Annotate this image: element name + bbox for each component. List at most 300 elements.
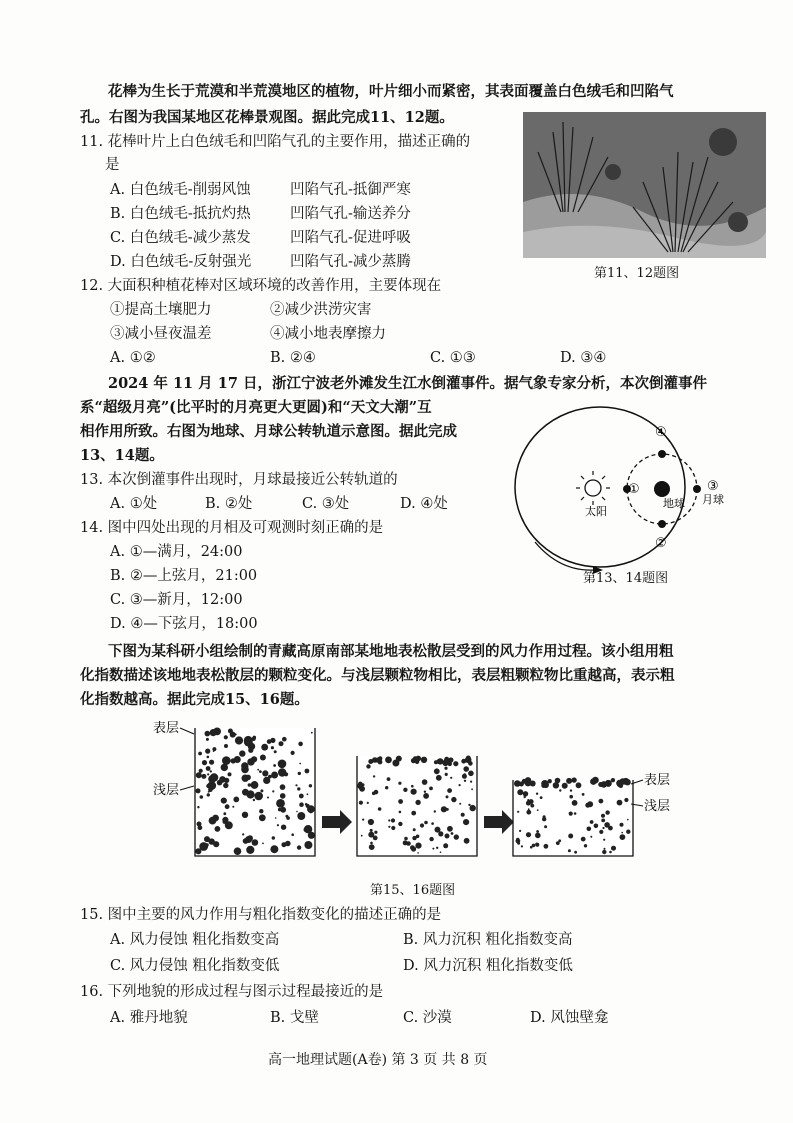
q11-option-a-b: 凹陷气孔-抵御严寒 — [290, 182, 411, 198]
soil-particle — [378, 807, 382, 811]
soil-particle — [215, 826, 221, 832]
pos-4-label: ④ — [655, 425, 667, 440]
soil-particle — [304, 841, 312, 849]
soil-particle — [222, 756, 231, 765]
soil-particle — [374, 831, 377, 834]
soil-particle — [234, 847, 242, 855]
q12-option-a: A. ①② — [110, 350, 156, 366]
q12-option-b: B. ②④ — [270, 350, 316, 366]
soil-particle — [559, 789, 561, 791]
soil-particle — [248, 783, 252, 787]
soil-particle — [202, 760, 207, 765]
soil-particle — [594, 824, 599, 829]
soil-particle — [385, 786, 388, 789]
soil-particle — [291, 751, 295, 755]
intro3-line3: 化指数越高。据此完成15、16题。 — [80, 691, 309, 708]
soil-particle — [298, 742, 303, 747]
soil-particle — [471, 788, 473, 790]
soil-particle — [231, 758, 236, 763]
soil-particle — [225, 804, 230, 809]
soil-particle — [248, 748, 253, 753]
q12-option-d: D. ③④ — [560, 350, 607, 366]
soil-particle — [411, 785, 414, 788]
soil-particle — [406, 841, 411, 846]
soil-particle — [424, 791, 426, 793]
soil-particle — [574, 812, 577, 815]
soil-particle — [205, 749, 210, 754]
soil-particle — [275, 817, 277, 819]
soil-particle — [568, 849, 571, 852]
q14-option-d: D. ④—下弦月，18:00 — [110, 616, 258, 632]
soil-particle — [223, 783, 228, 788]
soil-particle — [198, 752, 202, 756]
soil-particle — [605, 780, 612, 787]
q11-option-b-b: 凹陷气孔-输送养分 — [290, 206, 411, 222]
soil-particle — [281, 842, 286, 847]
soil-particle — [374, 790, 379, 795]
soil-particle — [378, 756, 382, 760]
q13-option-b: B. ②处 — [205, 496, 253, 512]
soil-particle — [199, 769, 203, 773]
q12-item-3: ③减小昼夜温差 — [110, 326, 212, 342]
q11-option-a: A. 白色绒毛-削弱风蚀 — [110, 182, 251, 198]
soil-particle — [526, 832, 531, 837]
soil-particle — [464, 780, 466, 782]
soil-particle — [424, 821, 428, 825]
soil-particle — [445, 834, 450, 839]
soil-particle — [243, 838, 249, 844]
soil-particle — [299, 802, 304, 807]
sun-label: 太阳 — [585, 505, 607, 518]
soil-particle — [535, 843, 539, 847]
q15-option-b: B. 风力沉积 粗化指数变高 — [403, 932, 573, 948]
soil-particle — [207, 773, 209, 775]
soil-particle — [298, 772, 301, 775]
soil-particle — [299, 763, 301, 765]
q12-stem: 12. 大面积种植花棒对区域环境的改善作用，主要体现在 — [80, 278, 442, 294]
soil-particle — [526, 810, 531, 815]
soil-box-final — [513, 777, 633, 856]
soil-particle — [271, 772, 278, 779]
soil-particle — [448, 762, 452, 766]
pos-2-label: ② — [655, 536, 667, 551]
soil-particle — [398, 822, 402, 826]
soil-particle — [297, 845, 301, 849]
soil-particle — [235, 733, 237, 735]
moon-pos-4-marker — [658, 450, 666, 458]
soil-particle — [514, 780, 521, 787]
soil-particle — [411, 811, 416, 816]
soil-particle — [544, 825, 547, 828]
soil-particle — [222, 766, 226, 770]
soil-particle — [291, 833, 294, 836]
q12-item-4: ④减小地表摩擦力 — [270, 326, 386, 342]
soil-particle — [207, 793, 210, 796]
soil-particle — [404, 837, 408, 841]
soil-particle — [254, 792, 263, 801]
soil-particle — [599, 830, 603, 834]
soil-particle — [209, 760, 214, 765]
soil-particle — [599, 799, 604, 804]
soil-particle — [387, 777, 391, 781]
soil-particle — [602, 827, 604, 829]
soil-particle — [197, 806, 199, 808]
q11-stem-line2: 是 — [105, 157, 120, 173]
soil-particle — [570, 789, 572, 791]
q12-item-2: ②减少洪涝灾害 — [270, 302, 372, 318]
soil-particle — [441, 806, 447, 812]
soil-particle — [207, 756, 210, 759]
soil-particle — [532, 844, 536, 848]
intro3-line2: 化指数描述该地地表松散层的颗粒变化。与浅层颗粒物相比，表层粗颗粒物比重越高，表示粗 — [80, 667, 675, 684]
soil-particle — [590, 778, 597, 785]
q14-stem: 14. 图中四处出现的月相及可观测时刻正确的是 — [80, 520, 384, 536]
soil-particle — [530, 804, 534, 808]
soil-particle — [576, 782, 582, 788]
soil-particle — [205, 843, 208, 846]
soil-particle — [413, 756, 417, 760]
soil-particle — [590, 836, 592, 838]
soil-particle — [373, 775, 375, 777]
soil-particle — [221, 798, 227, 804]
soil-particle — [620, 823, 624, 827]
soil-particle — [232, 806, 234, 808]
soil-particle — [213, 841, 219, 847]
soil-particle — [446, 795, 449, 798]
intro2-line4: 13、14题。 — [80, 447, 164, 464]
soil-particle — [367, 802, 369, 804]
soil-particle — [259, 814, 266, 821]
soil-particle — [521, 845, 523, 847]
soil-particle — [605, 810, 609, 814]
soil-particle — [198, 825, 203, 830]
sun-icon — [576, 471, 610, 505]
soil-particle — [295, 784, 297, 786]
soil-particle — [196, 788, 201, 793]
soil-particle — [447, 826, 453, 832]
soil-particle — [285, 815, 288, 818]
soil-particle — [435, 827, 441, 833]
soil-particle — [398, 799, 403, 804]
soil-particle — [386, 757, 390, 761]
soil-particle — [525, 779, 532, 786]
soil-particle — [540, 796, 543, 799]
q15-stem: 15. 图中主要的风力作用与粗化指数变化的描述正确的是 — [80, 907, 442, 923]
soil-particle — [369, 844, 375, 850]
soil-particle — [224, 778, 229, 783]
soil-particle — [619, 801, 622, 804]
intro3-line1: 下图为某科研小组绘制的青藏高原南部某地地表松散层受到的风力作用过程。该小组用粗 — [108, 643, 674, 660]
soil-particle — [267, 797, 269, 799]
soil-particle — [415, 790, 417, 792]
q13-option-c: C. ③处 — [302, 496, 350, 512]
q14-option-b: B. ②—上弦月，21:00 — [110, 568, 258, 584]
soil-particle — [412, 836, 416, 840]
soil-particle — [444, 767, 447, 770]
q15-option-c: C. 风力侵蚀 粗化指数变低 — [110, 958, 280, 974]
soil-particle — [620, 834, 626, 840]
q11-option-c-b: 凹陷气孔-促进呼吸 — [290, 230, 411, 246]
soil-particle — [566, 778, 572, 784]
soil-particle — [311, 732, 313, 734]
soil-caption: 第15、16题图 — [370, 883, 456, 898]
soil-particle — [235, 736, 243, 744]
q13-stem: 13. 本次倒灌事件出现时，月球最接近公转轨道的 — [80, 472, 398, 488]
soil-particle — [529, 799, 534, 804]
soil-particle — [195, 848, 201, 854]
q11-option-d-b: 凹陷气孔-减少蒸腾 — [290, 254, 411, 270]
soil-particle — [544, 844, 549, 849]
soil-particle — [569, 795, 573, 799]
soil-particle — [581, 837, 586, 842]
soil-particle — [212, 747, 216, 751]
soil-particle — [555, 778, 561, 784]
soil-particle — [403, 788, 407, 792]
soil-particle — [359, 801, 363, 805]
soil-particle — [459, 784, 461, 786]
soil-particle — [246, 790, 254, 798]
moon-label: 月球 — [702, 493, 724, 506]
soil-particle — [468, 804, 470, 806]
soil-particle — [624, 798, 628, 802]
soil-particle — [307, 793, 309, 795]
soil-particle — [233, 797, 239, 803]
soil-particle — [451, 797, 456, 802]
soil-particle — [537, 809, 539, 811]
soil-particle — [223, 812, 226, 815]
soil-particle — [209, 817, 217, 825]
photo-caption: 第11、12题图 — [594, 266, 680, 281]
soil-particle — [205, 731, 211, 737]
soil-particle — [517, 842, 520, 845]
soil-particle — [224, 735, 228, 739]
soil-particle — [368, 832, 374, 838]
soil-particle — [259, 809, 263, 813]
soil-process-diagram — [150, 716, 670, 866]
soil-particle — [210, 773, 218, 781]
soil-particle — [257, 769, 259, 771]
earth-label: 地球 — [663, 497, 685, 510]
q11-option-b: B. 白色绒毛-抵抗灼热 — [110, 206, 251, 222]
soil-particle — [434, 810, 436, 812]
soil-particle — [450, 777, 452, 779]
soil-particle — [541, 783, 546, 788]
soil-particle — [280, 793, 286, 799]
soil-particle — [466, 756, 471, 761]
soil-particle — [420, 823, 424, 827]
soil-particle — [278, 808, 282, 812]
soil-particle — [536, 830, 539, 833]
soil-particle — [399, 811, 402, 814]
soil-particle — [436, 760, 440, 764]
process-arrow-1 — [322, 810, 352, 834]
soil-particle — [228, 729, 233, 734]
soil-particle — [296, 811, 298, 813]
soil-particle — [361, 835, 363, 837]
soil-particle — [453, 761, 458, 766]
soil-particle — [569, 812, 573, 816]
soil-particle — [443, 843, 448, 848]
q11-option-c: C. 白色绒毛-减少蒸发 — [110, 230, 251, 246]
soil-particle — [201, 774, 206, 779]
soil-particle — [206, 738, 209, 741]
soil-particle — [462, 774, 467, 779]
soil-particle — [572, 800, 578, 806]
process-arrow-2 — [484, 810, 514, 834]
soil-particle — [270, 845, 278, 853]
soil-particle — [601, 814, 605, 818]
soil-particle — [463, 766, 469, 772]
soil-particle — [267, 739, 272, 744]
soil-particle — [362, 819, 364, 821]
soil-particle — [568, 834, 573, 839]
soil-particle — [468, 771, 474, 777]
soil-box-middle — [357, 756, 477, 857]
soil-particle — [463, 819, 469, 825]
soil-particle — [279, 741, 284, 746]
soil-particle — [421, 757, 427, 763]
soil-particle — [228, 772, 232, 776]
pos-1-label: ① — [628, 482, 640, 497]
soil-particle — [601, 819, 605, 823]
soil-particle — [410, 845, 415, 850]
soil-particle — [206, 766, 211, 771]
soil-particle — [262, 770, 268, 776]
orbit-caption: 第13、14题图 — [583, 571, 669, 586]
soil-particle — [574, 851, 577, 854]
soil-particle — [429, 837, 433, 841]
soil-particle — [252, 839, 259, 846]
soil-particle — [571, 777, 576, 782]
soil-particle — [305, 803, 308, 806]
soil-particle — [239, 750, 245, 756]
soil-particle — [278, 768, 286, 776]
soil-particle — [436, 847, 438, 849]
soil-particle — [210, 729, 217, 736]
soil-particle — [272, 836, 275, 839]
q12-option-c: C. ①③ — [430, 350, 476, 366]
soil-particle — [470, 805, 476, 811]
soil-particle — [271, 746, 274, 749]
page-footer: 高一地理试题(A卷) 第 3 页 共 8 页 — [268, 1052, 488, 1068]
soil-particle — [206, 784, 210, 788]
soil-particle — [417, 852, 419, 854]
soil-particle — [224, 744, 228, 748]
q12-item-1: ①提高土壤肥力 — [110, 302, 212, 318]
soil-particle — [451, 832, 454, 835]
soil-particle — [259, 770, 262, 773]
soil-particle — [536, 793, 538, 795]
soil-particle — [388, 819, 390, 821]
soil-particle — [556, 841, 560, 845]
soil-particle — [454, 834, 459, 839]
soil-particle — [609, 851, 612, 854]
soil-particle — [459, 803, 461, 805]
soil-particle — [242, 833, 244, 835]
q14-option-a: A. ①—满月，24:00 — [110, 544, 243, 560]
soil-particle — [262, 843, 264, 845]
soil-particle — [517, 789, 523, 795]
soil-particle — [253, 799, 255, 801]
soil-particle — [562, 783, 568, 789]
surface-label-left: 表层 — [153, 721, 180, 736]
soil-particle — [274, 750, 277, 753]
soil-particle — [464, 838, 470, 844]
soil-particle — [222, 817, 228, 823]
soil-particle — [604, 848, 606, 850]
soil-particle — [252, 783, 258, 789]
soil-particle — [461, 813, 465, 817]
soil-particle — [370, 842, 373, 845]
shallow-label-right: 浅层 — [644, 799, 670, 814]
soil-particle — [260, 755, 266, 761]
huabang-photo-graphic — [523, 112, 766, 258]
soil-particle — [415, 800, 420, 805]
q16-option-a: A. 雅丹地貌 — [110, 1010, 188, 1026]
intro2-line3: 相作用所致。右图为地球、月球公转轨道示意图。据此完成 — [80, 423, 457, 440]
soil-particle — [434, 768, 440, 774]
pos-3-label: ③ — [707, 479, 719, 494]
soil-particle — [617, 783, 622, 788]
soil-particle — [278, 760, 287, 769]
soil-particle — [436, 775, 442, 781]
q11-option-d: D. 白色绒毛-反射强光 — [110, 254, 252, 270]
soil-particle — [519, 830, 521, 832]
soil-particle — [261, 744, 268, 751]
soil-particle — [276, 799, 285, 808]
soil-particle — [281, 825, 286, 830]
q13-option-d: D. ④处 — [400, 496, 448, 512]
intro2-line1: 2024 年 11 月 17 日，浙江宁波老外滩发生江水倒灌事件。据气象专家分析，本次倒灌事件 — [108, 375, 707, 392]
soil-particle — [582, 793, 585, 796]
soil-particle — [297, 812, 305, 820]
soil-particle — [309, 784, 312, 787]
q16-option-d: D. 风蚀壁龛 — [530, 1010, 609, 1026]
soil-particle — [299, 794, 304, 799]
soil-particle — [247, 758, 254, 765]
soil-particle — [627, 819, 629, 821]
soil-particle — [468, 761, 473, 766]
q15-option-d: D. 风力沉积 粗化指数变低 — [403, 958, 573, 974]
soil-particle — [368, 759, 373, 764]
soil-particle — [587, 801, 593, 807]
soil-particle — [543, 815, 546, 818]
soil-particle — [223, 778, 225, 780]
soil-particle — [415, 843, 421, 849]
soil-particle — [272, 790, 274, 792]
soil-particle — [210, 770, 212, 772]
soil-particle — [242, 775, 249, 782]
soil-particle — [280, 784, 286, 790]
soil-particle — [305, 769, 310, 774]
soil-particle — [282, 737, 287, 742]
soil-particle — [244, 736, 253, 745]
soil-particle — [246, 846, 254, 854]
soil-particle — [535, 833, 541, 839]
q11-stem-line1: 11. 花棒叶片上白色绒毛和凹陷气孔的主要作用，描述正确的 — [80, 134, 471, 150]
soil-particle — [445, 773, 448, 776]
soil-particle — [442, 760, 448, 766]
earth-icon — [654, 481, 670, 497]
q16-stem: 16. 下列地貌的形成过程与图示过程最接近的是 — [80, 984, 384, 1000]
intro2-line2: 系“超级月亮”(比平时的月亮更大更圆)和“天文大潮”互 — [80, 399, 432, 416]
soil-particle — [366, 764, 370, 768]
q16-option-b: B. 戈壁 — [270, 1010, 319, 1026]
soil-particle — [440, 851, 442, 853]
q14-option-c: C. ③—新月，12:00 — [110, 592, 243, 608]
soil-particle — [470, 781, 472, 783]
soil-particle — [260, 789, 263, 792]
